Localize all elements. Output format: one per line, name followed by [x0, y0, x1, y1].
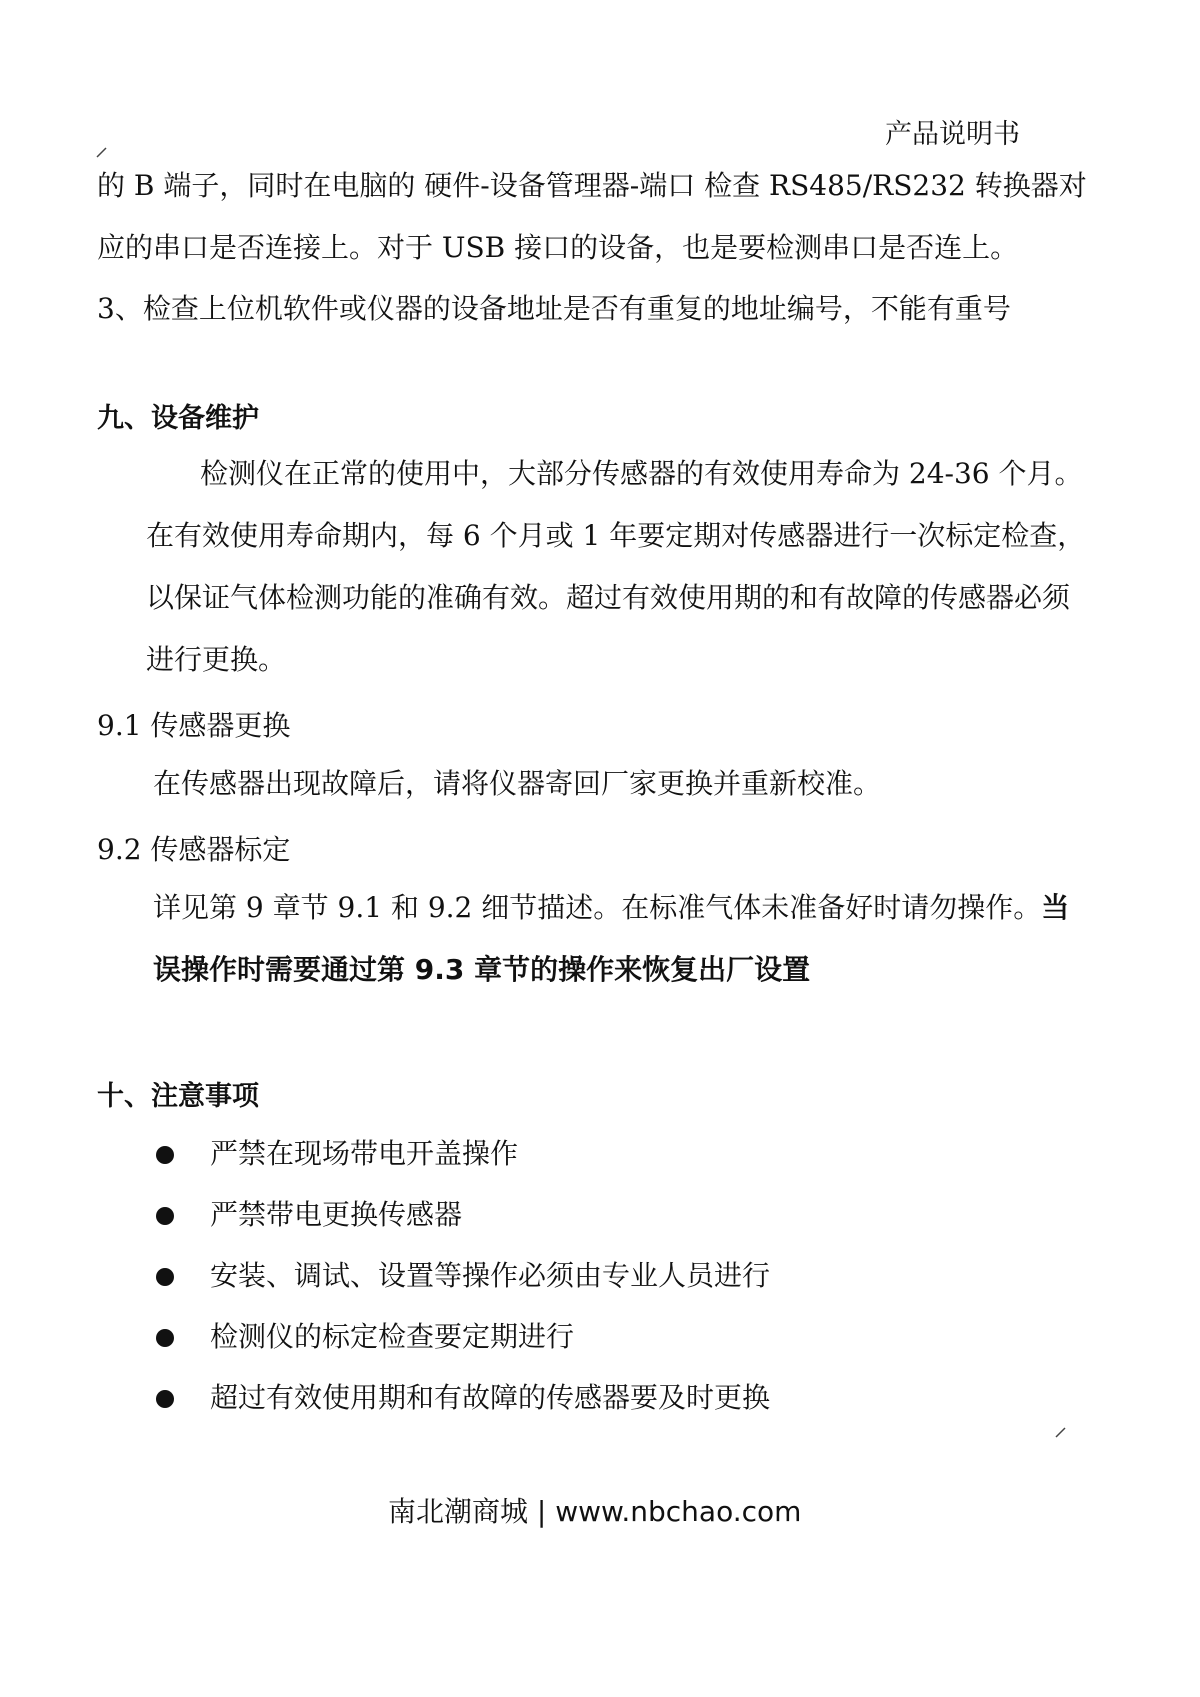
section-heading-precautions: 十、注意事项 [97, 1081, 259, 1112]
bullet-icon [156, 1268, 174, 1286]
paragraph-line: 在有效使用寿命期内，每 6 个月或 1 年要定期对传感器进行一次标定检查， [146, 519, 1086, 552]
paragraph-line: 的 B 端子，同时在电脑的 硬件-设备管理器-端口 检查 RS485/RS232 转换器对 [97, 169, 1087, 202]
bullet-icon [156, 1146, 174, 1164]
subsection-text-line [153, 890, 1069, 926]
list-item: 超过有效使用期和有故障的传感器要及时更换 [210, 1381, 771, 1414]
section-heading-maintenance: 九、设备维护 [97, 403, 259, 434]
subsection-text: 在传感器出现故障后，请将仪器寄回厂家更换并重新校准。 [153, 767, 882, 800]
paragraph-line: 检测仪在正常的使用中，大部分传感器的有效使用寿命为 24-36 个月。 [200, 457, 1083, 490]
paragraph-line: 3、检查上位机软件或仪器的设备地址是否有重复的地址编号，不能有重号 [97, 292, 1011, 325]
bullet-icon [156, 1207, 174, 1225]
footer-watermark-link[interactable]: 南北潮商城 | www.nbchao.com [388, 1495, 802, 1528]
bullet-icon [156, 1329, 174, 1347]
list-item: 检测仪的标定检查要定期进行 [210, 1320, 575, 1353]
list-item: 严禁在现场带电开盖操作 [210, 1137, 519, 1170]
calibration-note-normal: 详见第 9 章节 9.1 和 9.2 细节描述。在标准气体未准备好时请勿操作。 [153, 891, 1042, 924]
list-item: 严禁带电更换传感器 [210, 1198, 463, 1231]
subsection-title-sensor-replacement: 9.1 传感器更换 [97, 709, 291, 742]
calibration-warning-bold-line: 误操作时需要通过第 9.3 章节的操作来恢复出厂设置 [153, 953, 811, 986]
list-item: 安装、调试、设置等操作必须由专业人员进行 [210, 1259, 771, 1292]
calibration-warning-bold: 当 [1041, 891, 1070, 924]
bullet-icon [156, 1390, 174, 1408]
paragraph-line: 进行更换。 [146, 643, 287, 676]
document-header-title: 产品说明书 [885, 119, 1020, 150]
subsection-title-sensor-calibration: 9.2 传感器标定 [97, 833, 291, 866]
paragraph-line: 应的串口是否连接上。对于 USB 接口的设备，也是要检测串口是否连上。 [97, 231, 1019, 264]
paragraph-line: 以保证气体检测功能的准确有效。超过有效使用期的和有故障的传感器必须 [146, 581, 1071, 614]
pen-mark-icon [96, 146, 108, 158]
pen-mark-icon [1055, 1426, 1067, 1438]
